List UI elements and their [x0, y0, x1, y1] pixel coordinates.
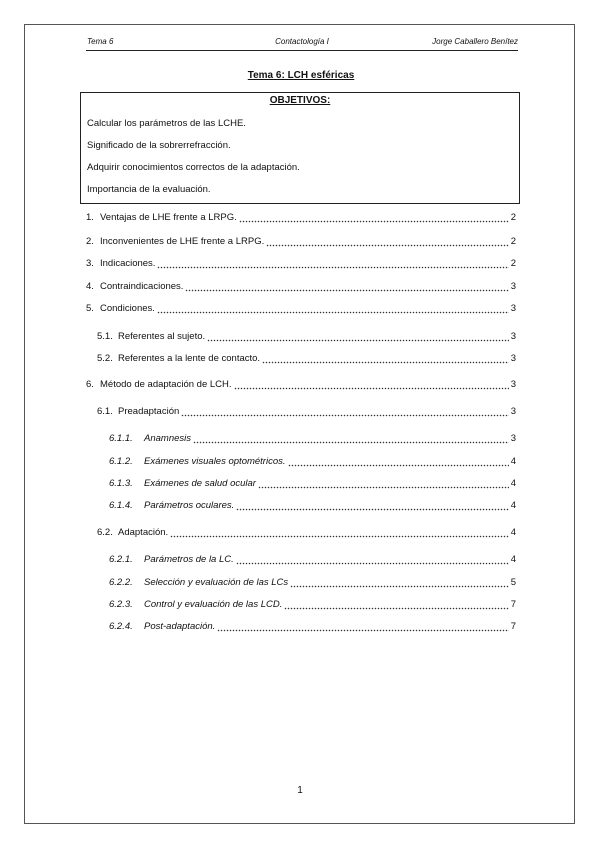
toc-page: 3: [510, 379, 516, 390]
toc-number: 6.1.1.: [109, 433, 133, 444]
toc-text: Control y evaluación de las LCD.: [144, 599, 283, 610]
toc-text: Referentes a la lente de contacto.: [118, 353, 261, 364]
toc-number: 6.1.: [97, 406, 113, 417]
header-center: Contactología I: [275, 37, 329, 46]
toc-number: 6.2.: [97, 527, 113, 538]
toc-page: 3: [510, 406, 516, 417]
objective-item: Significado de la sobrerrefracción.: [87, 140, 231, 151]
toc-text: Referentes al sujeto.: [118, 331, 206, 342]
toc-number: 5.: [86, 303, 94, 314]
toc-number: 6.2.2.: [109, 577, 133, 588]
toc-text: Preadaptación: [118, 406, 180, 417]
toc-entry[interactable]: [86, 281, 516, 292]
objective-item: Adquirir conocimientos correctos de la adaptación.: [87, 162, 300, 173]
toc-leader: [266, 239, 508, 247]
toc-page: 3: [510, 331, 516, 342]
toc-leader: [185, 284, 508, 292]
toc-leader: [234, 382, 509, 390]
toc-page: 4: [510, 500, 516, 511]
page-header: [86, 37, 518, 51]
toc-number: 6.1.3.: [109, 478, 133, 489]
toc-entry[interactable]: [109, 599, 516, 610]
toc-page: 3: [510, 353, 516, 364]
toc-leader: [239, 215, 509, 223]
toc-text: Parámetros de la LC.: [144, 554, 234, 565]
toc-leader: [236, 557, 509, 565]
toc-entry[interactable]: [97, 406, 516, 417]
toc-text: Selección y evaluación de las LCs: [144, 577, 289, 588]
toc-text: Parámetros oculares.: [144, 500, 235, 511]
toc-entry[interactable]: [109, 433, 516, 444]
toc-leader: [193, 436, 509, 444]
toc-page: 3: [510, 433, 516, 444]
header-right: Jorge Caballero Benítez: [432, 37, 518, 46]
toc-entry[interactable]: [86, 303, 516, 314]
toc-entry[interactable]: [97, 527, 516, 538]
toc-number: 6.: [86, 379, 94, 390]
objective-item: Calcular los parámetros de las LCHE.: [87, 118, 246, 129]
toc-leader: [181, 409, 508, 417]
toc-number: 1.: [86, 212, 94, 223]
toc-page: 7: [510, 621, 516, 632]
toc-leader: [290, 580, 509, 588]
toc-text: Condiciones.: [100, 303, 155, 314]
toc-page: 4: [510, 527, 516, 538]
toc-number: 6.1.2.: [109, 456, 133, 467]
toc-entry[interactable]: [86, 258, 516, 269]
toc-number: 6.2.3.: [109, 599, 133, 610]
objectives-heading: OBJETIVOS:: [269, 95, 331, 106]
toc-text: Ventajas de LHE frente a LRPG.: [100, 212, 237, 223]
objective-item: Importancia de la evaluación.: [87, 184, 211, 195]
toc-page: 7: [510, 599, 516, 610]
toc-number: 5.2.: [97, 353, 113, 364]
toc-text: Inconvenientes de LHE frente a LRPG.: [100, 236, 265, 247]
toc-entry[interactable]: [86, 212, 516, 223]
toc-page: 3: [510, 281, 516, 292]
toc-text: Post-adaptación.: [144, 621, 216, 632]
toc-page: 4: [510, 456, 516, 467]
toc-leader: [170, 530, 509, 538]
toc-leader: [157, 306, 509, 314]
objectives-box: [80, 92, 520, 204]
toc-number: 2.: [86, 236, 94, 247]
toc-entry[interactable]: [109, 456, 516, 467]
toc-leader: [207, 334, 509, 342]
toc-page: 3: [510, 303, 516, 314]
toc-leader: [157, 261, 508, 269]
toc-leader: [262, 356, 509, 364]
toc-leader: [217, 624, 508, 632]
toc-text: Anamnesis: [144, 433, 191, 444]
toc-entry[interactable]: [109, 478, 516, 489]
toc-number: 5.1.: [97, 331, 113, 342]
toc-entry[interactable]: [86, 379, 516, 390]
toc-text: Método de adaptación de LCH.: [100, 379, 232, 390]
toc-page: 4: [510, 554, 516, 565]
toc-leader: [288, 459, 509, 467]
toc-number: 3.: [86, 258, 94, 269]
toc-entry[interactable]: [109, 500, 516, 511]
toc-page: 4: [510, 478, 516, 489]
toc-number: 4.: [86, 281, 94, 292]
toc-page: 5: [510, 577, 516, 588]
toc-entry[interactable]: [97, 331, 516, 342]
document-title: Tema 6: LCH esféricas: [247, 70, 355, 81]
toc-entry[interactable]: [109, 577, 516, 588]
toc-entry[interactable]: [97, 353, 516, 364]
toc-text: Adaptación.: [118, 527, 169, 538]
toc-leader: [236, 503, 508, 511]
toc-page: 2: [510, 212, 516, 223]
toc-text: Exámenes visuales optométricos.: [144, 456, 286, 467]
toc-leader: [258, 481, 509, 489]
toc-text: Contraindicaciones.: [100, 281, 184, 292]
toc-page: 2: [510, 258, 516, 269]
header-left: Tema 6: [87, 37, 114, 46]
page-number: 1: [297, 785, 303, 796]
toc-number: 6.2.1.: [109, 554, 133, 565]
toc-number: 6.2.4.: [109, 621, 133, 632]
toc-text: Indicaciones.: [100, 258, 156, 269]
toc-entry[interactable]: [109, 554, 516, 565]
toc-entry[interactable]: [86, 236, 516, 247]
toc-page: 2: [510, 236, 516, 247]
toc-text: Exámenes de salud ocular: [144, 478, 256, 489]
toc-entry[interactable]: [109, 621, 516, 632]
toc-number: 6.1.4.: [109, 500, 133, 511]
toc-leader: [284, 602, 508, 610]
